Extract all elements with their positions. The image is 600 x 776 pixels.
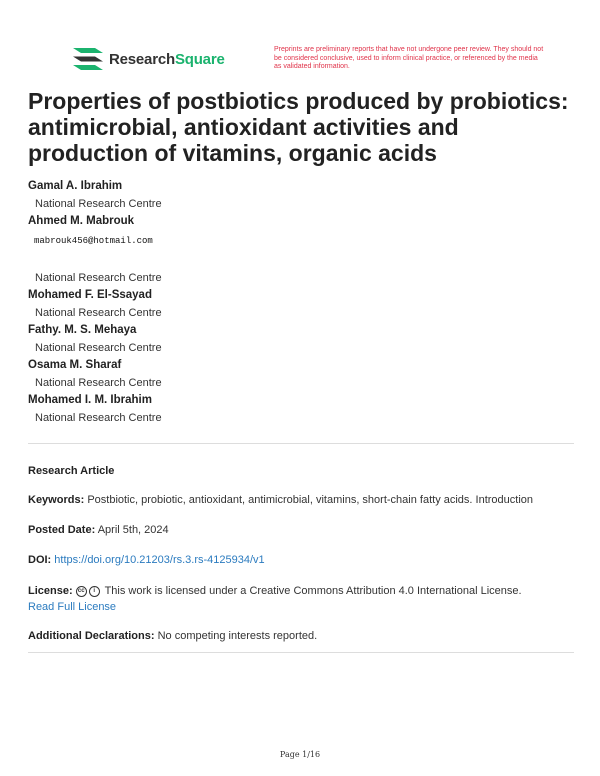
- author-entry: [28, 324, 576, 354]
- doi-row: [28, 554, 576, 566]
- research-square-logo[interactable]: [73, 48, 225, 70]
- logo-word-research: Research: [109, 50, 175, 68]
- author-entry: [28, 359, 576, 389]
- logo-word-square: Square: [174, 50, 225, 68]
- posted-date-label: Posted Date:: [28, 524, 96, 536]
- declarations-row: [28, 630, 576, 642]
- license-text: This work is licensed under a Creative Commons Attribution 4.0 International License.: [104, 585, 522, 597]
- author-entry: [28, 180, 576, 210]
- paper-title: Properties of postbiotics produced by probiotics: antimicrobial, antioxidant activities and production of vitamins, organic acids: [28, 88, 569, 166]
- author-list: [28, 180, 576, 429]
- author-affiliation: National Research Centre: [35, 272, 162, 284]
- keywords-row: [28, 494, 576, 506]
- divider: [28, 443, 574, 444]
- article-type-value: Research Article: [28, 465, 115, 477]
- declarations-value: No competing interests reported.: [157, 630, 318, 642]
- research-square-logo-icon: [73, 48, 103, 70]
- doi-label: DOI:: [28, 554, 52, 566]
- declarations-label: Additional Declarations:: [28, 630, 155, 642]
- author-affiliation: National Research Centre: [35, 412, 162, 424]
- author-name: Mohamed I. M. Ibrahim: [28, 394, 152, 406]
- read-full-license-link[interactable]: Read Full License: [28, 601, 117, 613]
- keywords-label: Keywords:: [28, 494, 85, 506]
- author-entry: [28, 394, 576, 424]
- author-name: Gamal A. Ibrahim: [28, 180, 123, 192]
- keywords-value: Postbiotic, probiotic, antioxidant, antimicrobial, vitamins, short-chain fatty acids. Introduction: [87, 494, 534, 506]
- author-name: Mohamed F. El-Ssayad: [28, 289, 152, 301]
- author-entry: [28, 215, 576, 284]
- author-affiliation: National Research Centre: [35, 198, 162, 210]
- posted-date-row: [28, 524, 576, 536]
- author-name: Fathy. M. S. Mehaya: [28, 324, 137, 336]
- posted-date-value: April 5th, 2024: [97, 524, 169, 536]
- author-name: Osama M. Sharaf: [28, 359, 122, 371]
- license-row: [28, 583, 576, 615]
- by-icon: i: [89, 586, 100, 597]
- author-email[interactable]: mabrouk456@hotmail.com: [34, 236, 153, 246]
- author-affiliation: National Research Centre: [35, 342, 162, 354]
- author-affiliation: National Research Centre: [35, 377, 162, 389]
- license-label: License:: [28, 585, 73, 597]
- divider: [28, 652, 574, 653]
- preprint-disclaimer: Preprints are preliminary reports that have not undergone peer review. They should not be considered conclusive, used to inform clinical practice, or referenced by the media as validated information.: [274, 46, 544, 70]
- article-type: [28, 465, 576, 477]
- doi-link[interactable]: https://doi.org/10.21203/rs.3.rs-4125934/v1: [54, 554, 265, 566]
- author-entry: [28, 289, 576, 319]
- cc-icon: cc: [76, 586, 87, 597]
- author-name: Ahmed M. Mabrouk: [28, 215, 135, 227]
- author-affiliation: National Research Centre: [35, 307, 162, 319]
- page-number: Page 1/16: [279, 750, 321, 759]
- logo-wordmark: [109, 51, 225, 68]
